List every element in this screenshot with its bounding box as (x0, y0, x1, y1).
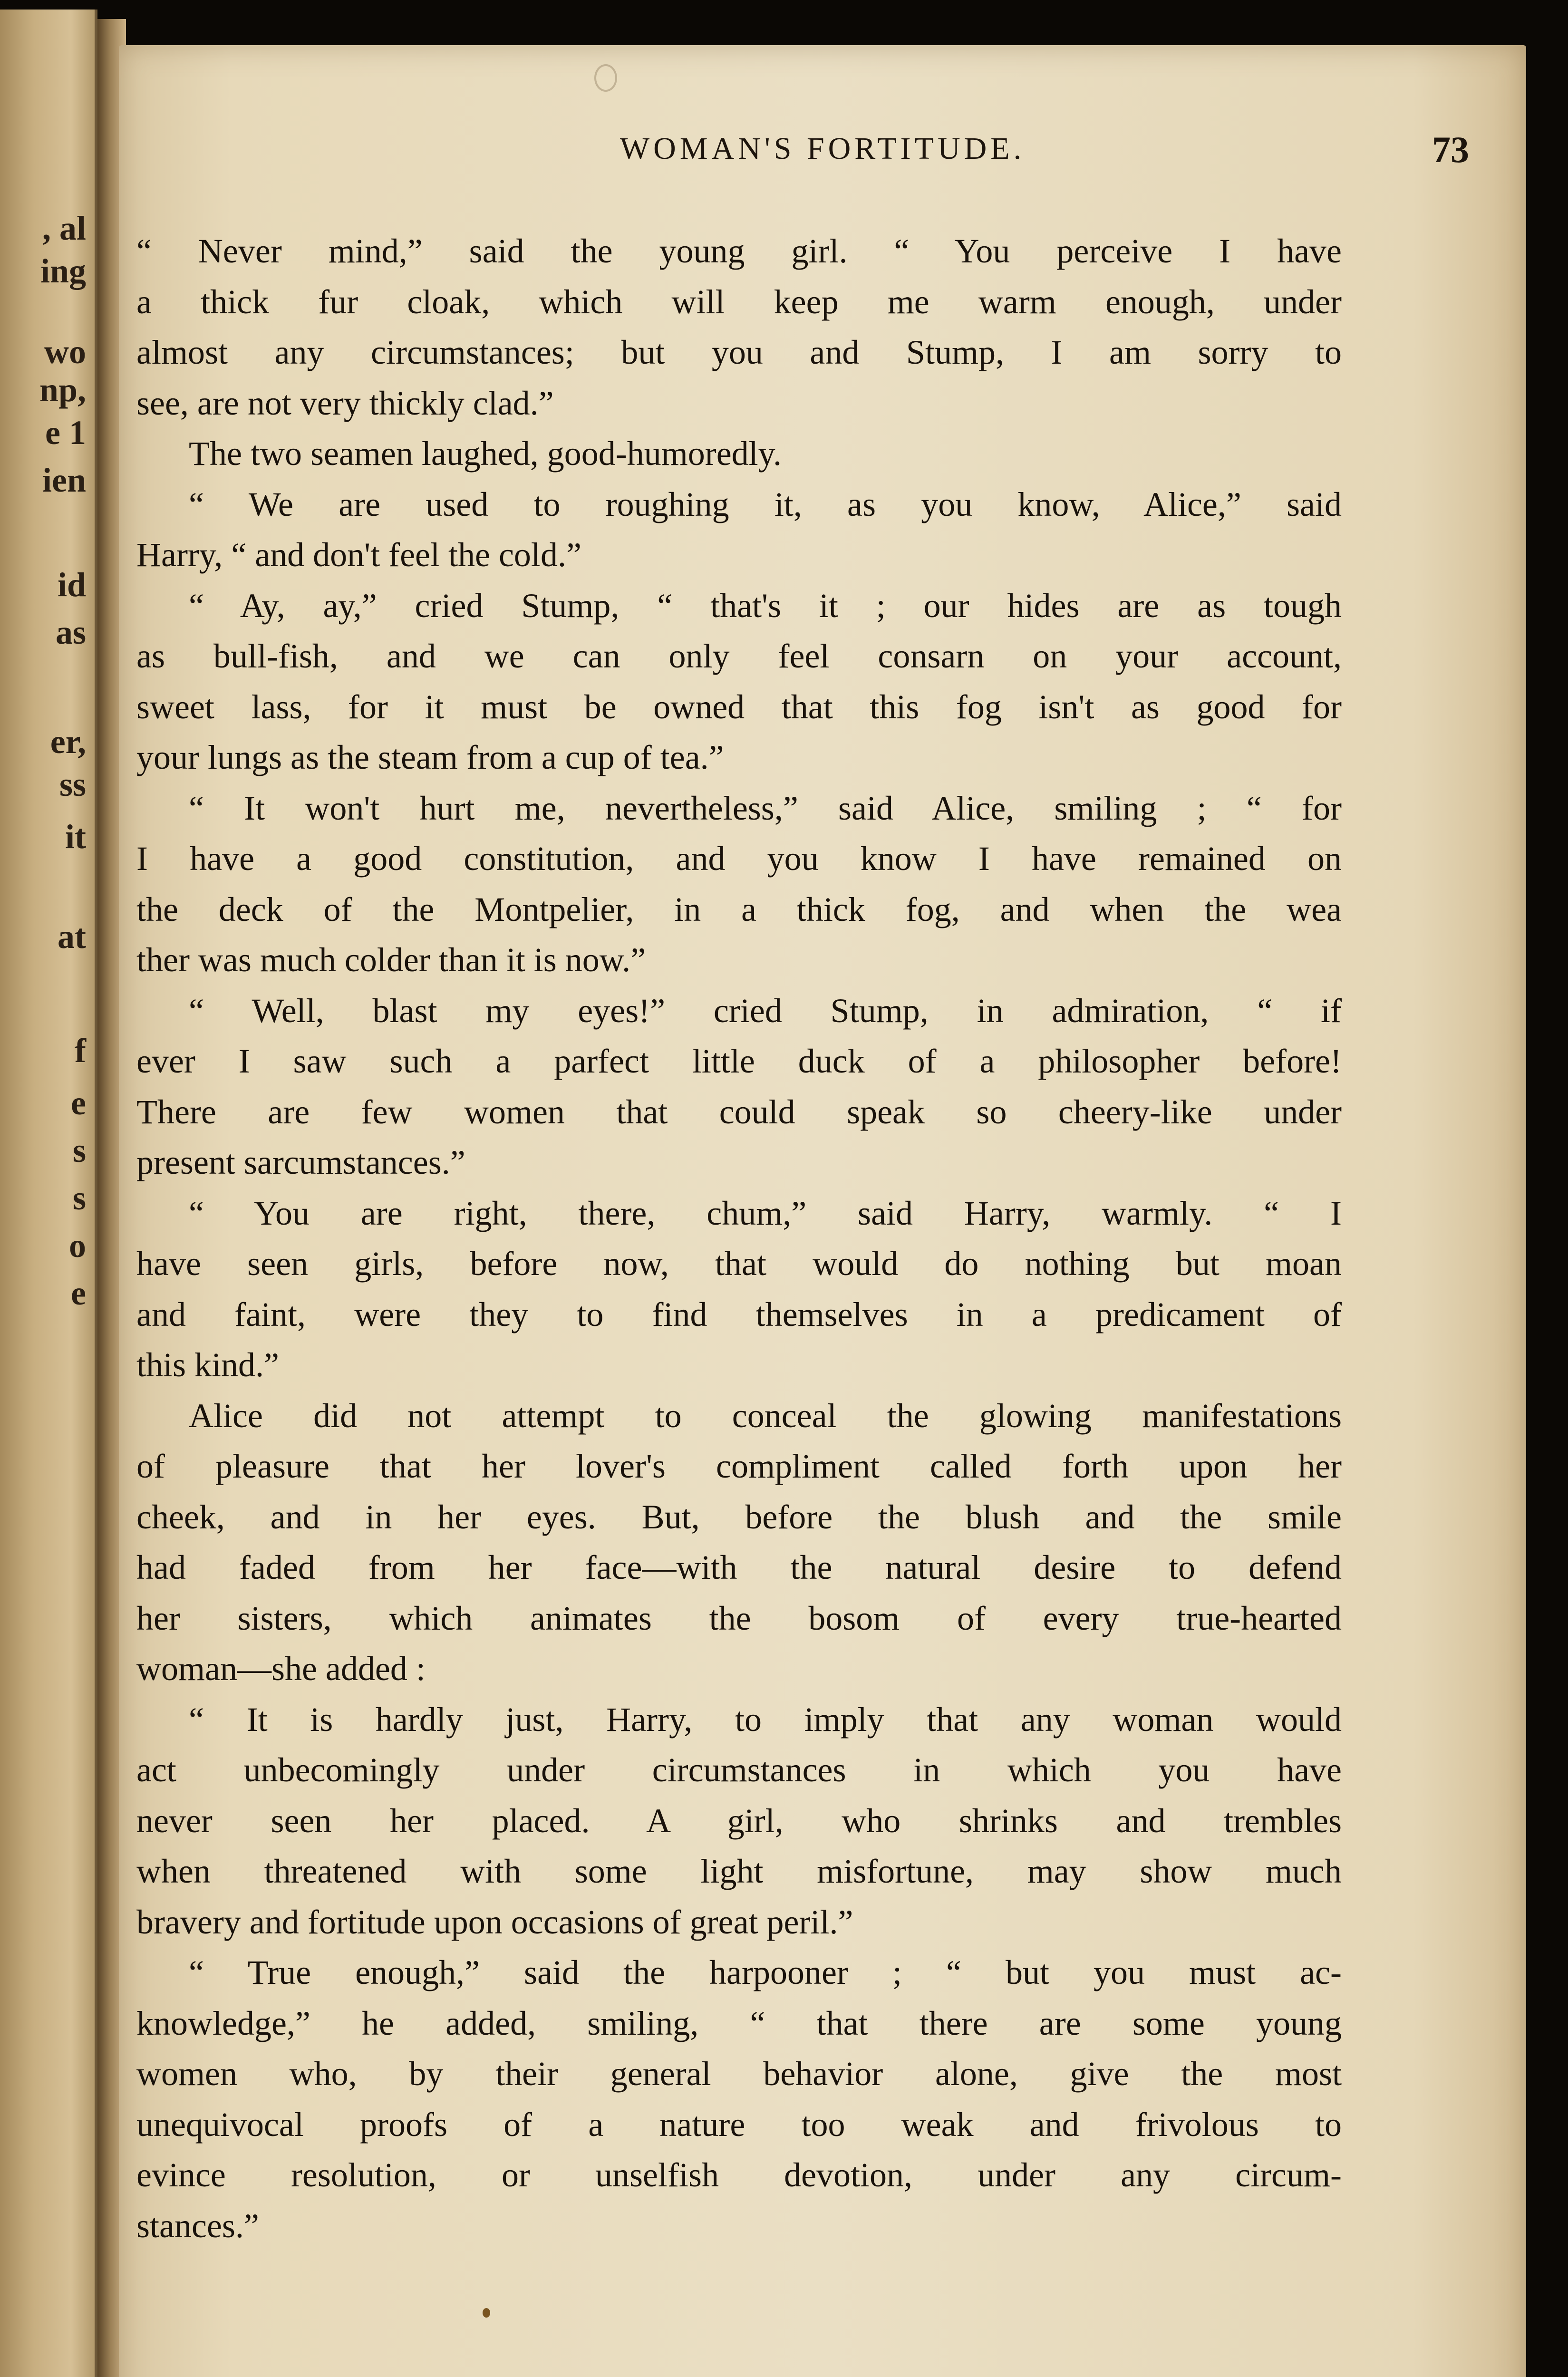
text-line: of pleasure that her lover's compliment called forth upon her (136, 1447, 1342, 1485)
text-line: “ True enough,” said the harpooner ; “ but you must ac- (189, 1953, 1342, 1991)
book-page (119, 45, 1526, 2377)
facing-page-fragment: , al (42, 209, 86, 247)
text-line: sweet lass, for it must be owned that this fog isn't as good for (136, 687, 1342, 726)
facing-page-fragment: it (65, 818, 86, 856)
text-line: as bull-fish, and we can only feel consarn on your account, (136, 637, 1342, 675)
text-line: when threatened with some light misfortune, may show much (136, 1852, 1342, 1890)
text-line: women who, by their general behavior alone, give the most (136, 2055, 1342, 2093)
text-line: “ Never mind,” said the young girl. “ You perceive I have (136, 232, 1342, 270)
text-line: “ You are right, there, chum,” said Harry, warmly. “ I (189, 1194, 1342, 1232)
text-line: Harry, “ and don't feel the cold.” (136, 536, 581, 574)
text-line: never seen her placed. A girl, who shrinks and trembles (136, 1801, 1342, 1840)
text-line: this kind.” (136, 1346, 279, 1384)
text-line: There are few women that could speak so cheery-like under (136, 1092, 1342, 1131)
text-line: “ Ay, ay,” cried Stump, “ that's it ; our hides are as tough (189, 586, 1342, 625)
text-line: the deck of the Montpelier, in a thick fog, and when the wea (136, 890, 1342, 928)
facing-page-fragment: ien (42, 461, 86, 499)
facing-page-fragment: f (75, 1032, 86, 1070)
facing-page-fragment: e (71, 1084, 86, 1122)
text-line: present sarcumstances.” (136, 1143, 465, 1181)
facing-page-fragment: o (69, 1227, 86, 1265)
text-line: had faded from her face—with the natural desire to defend (136, 1548, 1342, 1586)
body-text (136, 226, 1342, 2251)
text-line: ther was much colder than it is now.” (136, 941, 646, 979)
text-line: “ It won't hurt me, nevertheless,” said Alice, smiling ; “ for (189, 789, 1342, 827)
text-line: woman—she added : (136, 1650, 426, 1688)
text-line: a thick fur cloak, which will keep me warm enough, under (136, 282, 1342, 321)
page-number: 73 (1432, 129, 1469, 170)
facing-page-fragment: np, (39, 371, 86, 409)
facing-page-fragment: id (57, 566, 86, 604)
text-line: your lungs as the steam from a cup of tea.” (136, 738, 724, 776)
facing-page-fragment: s (72, 1131, 86, 1169)
text-line: almost any circumstances; but you and Stump, I am sorry to (136, 333, 1342, 371)
text-line: evince resolution, or unselfish devotion, under any circum- (136, 2156, 1342, 2194)
ink-speck (483, 2308, 490, 2318)
text-line: ever I saw such a parfect little duck of a philosopher before! (136, 1042, 1342, 1080)
facing-page-fragment: s (72, 1179, 86, 1217)
facing-page (0, 10, 97, 2377)
page-blemish (594, 64, 617, 92)
facing-page-fragment: ing (40, 252, 86, 290)
facing-page-fragment: as (55, 613, 86, 651)
text-line: act unbecomingly under circumstances in which you have (136, 1751, 1342, 1789)
text-line: cheek, and in her eyes. But, before the blush and the smile (136, 1498, 1342, 1536)
facing-page-fragment: ss (59, 765, 86, 803)
text-line: Alice did not attempt to conceal the glowing manifestations (189, 1396, 1342, 1435)
facing-page-fragment: er, (50, 723, 86, 761)
facing-page-fragment: e (71, 1274, 86, 1312)
text-line: her sisters, which animates the bosom of every true-hearted (136, 1599, 1342, 1637)
facing-page-fragment: wo (44, 333, 86, 371)
text-line: “ We are used to roughing it, as you know, Alice,” said (189, 485, 1342, 523)
text-line: I have a good constitution, and you know I have remained on (136, 840, 1342, 878)
text-line: unequivocal proofs of a nature too weak and frivolous to (136, 2105, 1342, 2144)
running-head: WOMAN'S FORTITUDE. (619, 131, 1026, 166)
text-line: “ It is hardly just, Harry, to imply that any woman would (189, 1700, 1342, 1739)
text-line: see, are not very thickly clad.” (136, 384, 554, 422)
facing-page-fragment: at (58, 918, 86, 956)
text-line: and faint, were they to find themselves in a predicament of (136, 1295, 1342, 1333)
text-line: The two seamen laughed, good-humoredly. (189, 435, 782, 473)
text-line: have seen girls, before now, that would do nothing but moan (136, 1245, 1342, 1283)
text-line: knowledge,” he added, smiling, “ that there are some young (136, 2004, 1342, 2042)
facing-page-fragment: e 1 (45, 414, 86, 452)
text-line: stances.” (136, 2206, 259, 2245)
text-line: bravery and fortitude upon occasions of great peril.” (136, 1903, 853, 1941)
text-line: “ Well, blast my eyes!” cried Stump, in admiration, “ if (189, 991, 1342, 1030)
